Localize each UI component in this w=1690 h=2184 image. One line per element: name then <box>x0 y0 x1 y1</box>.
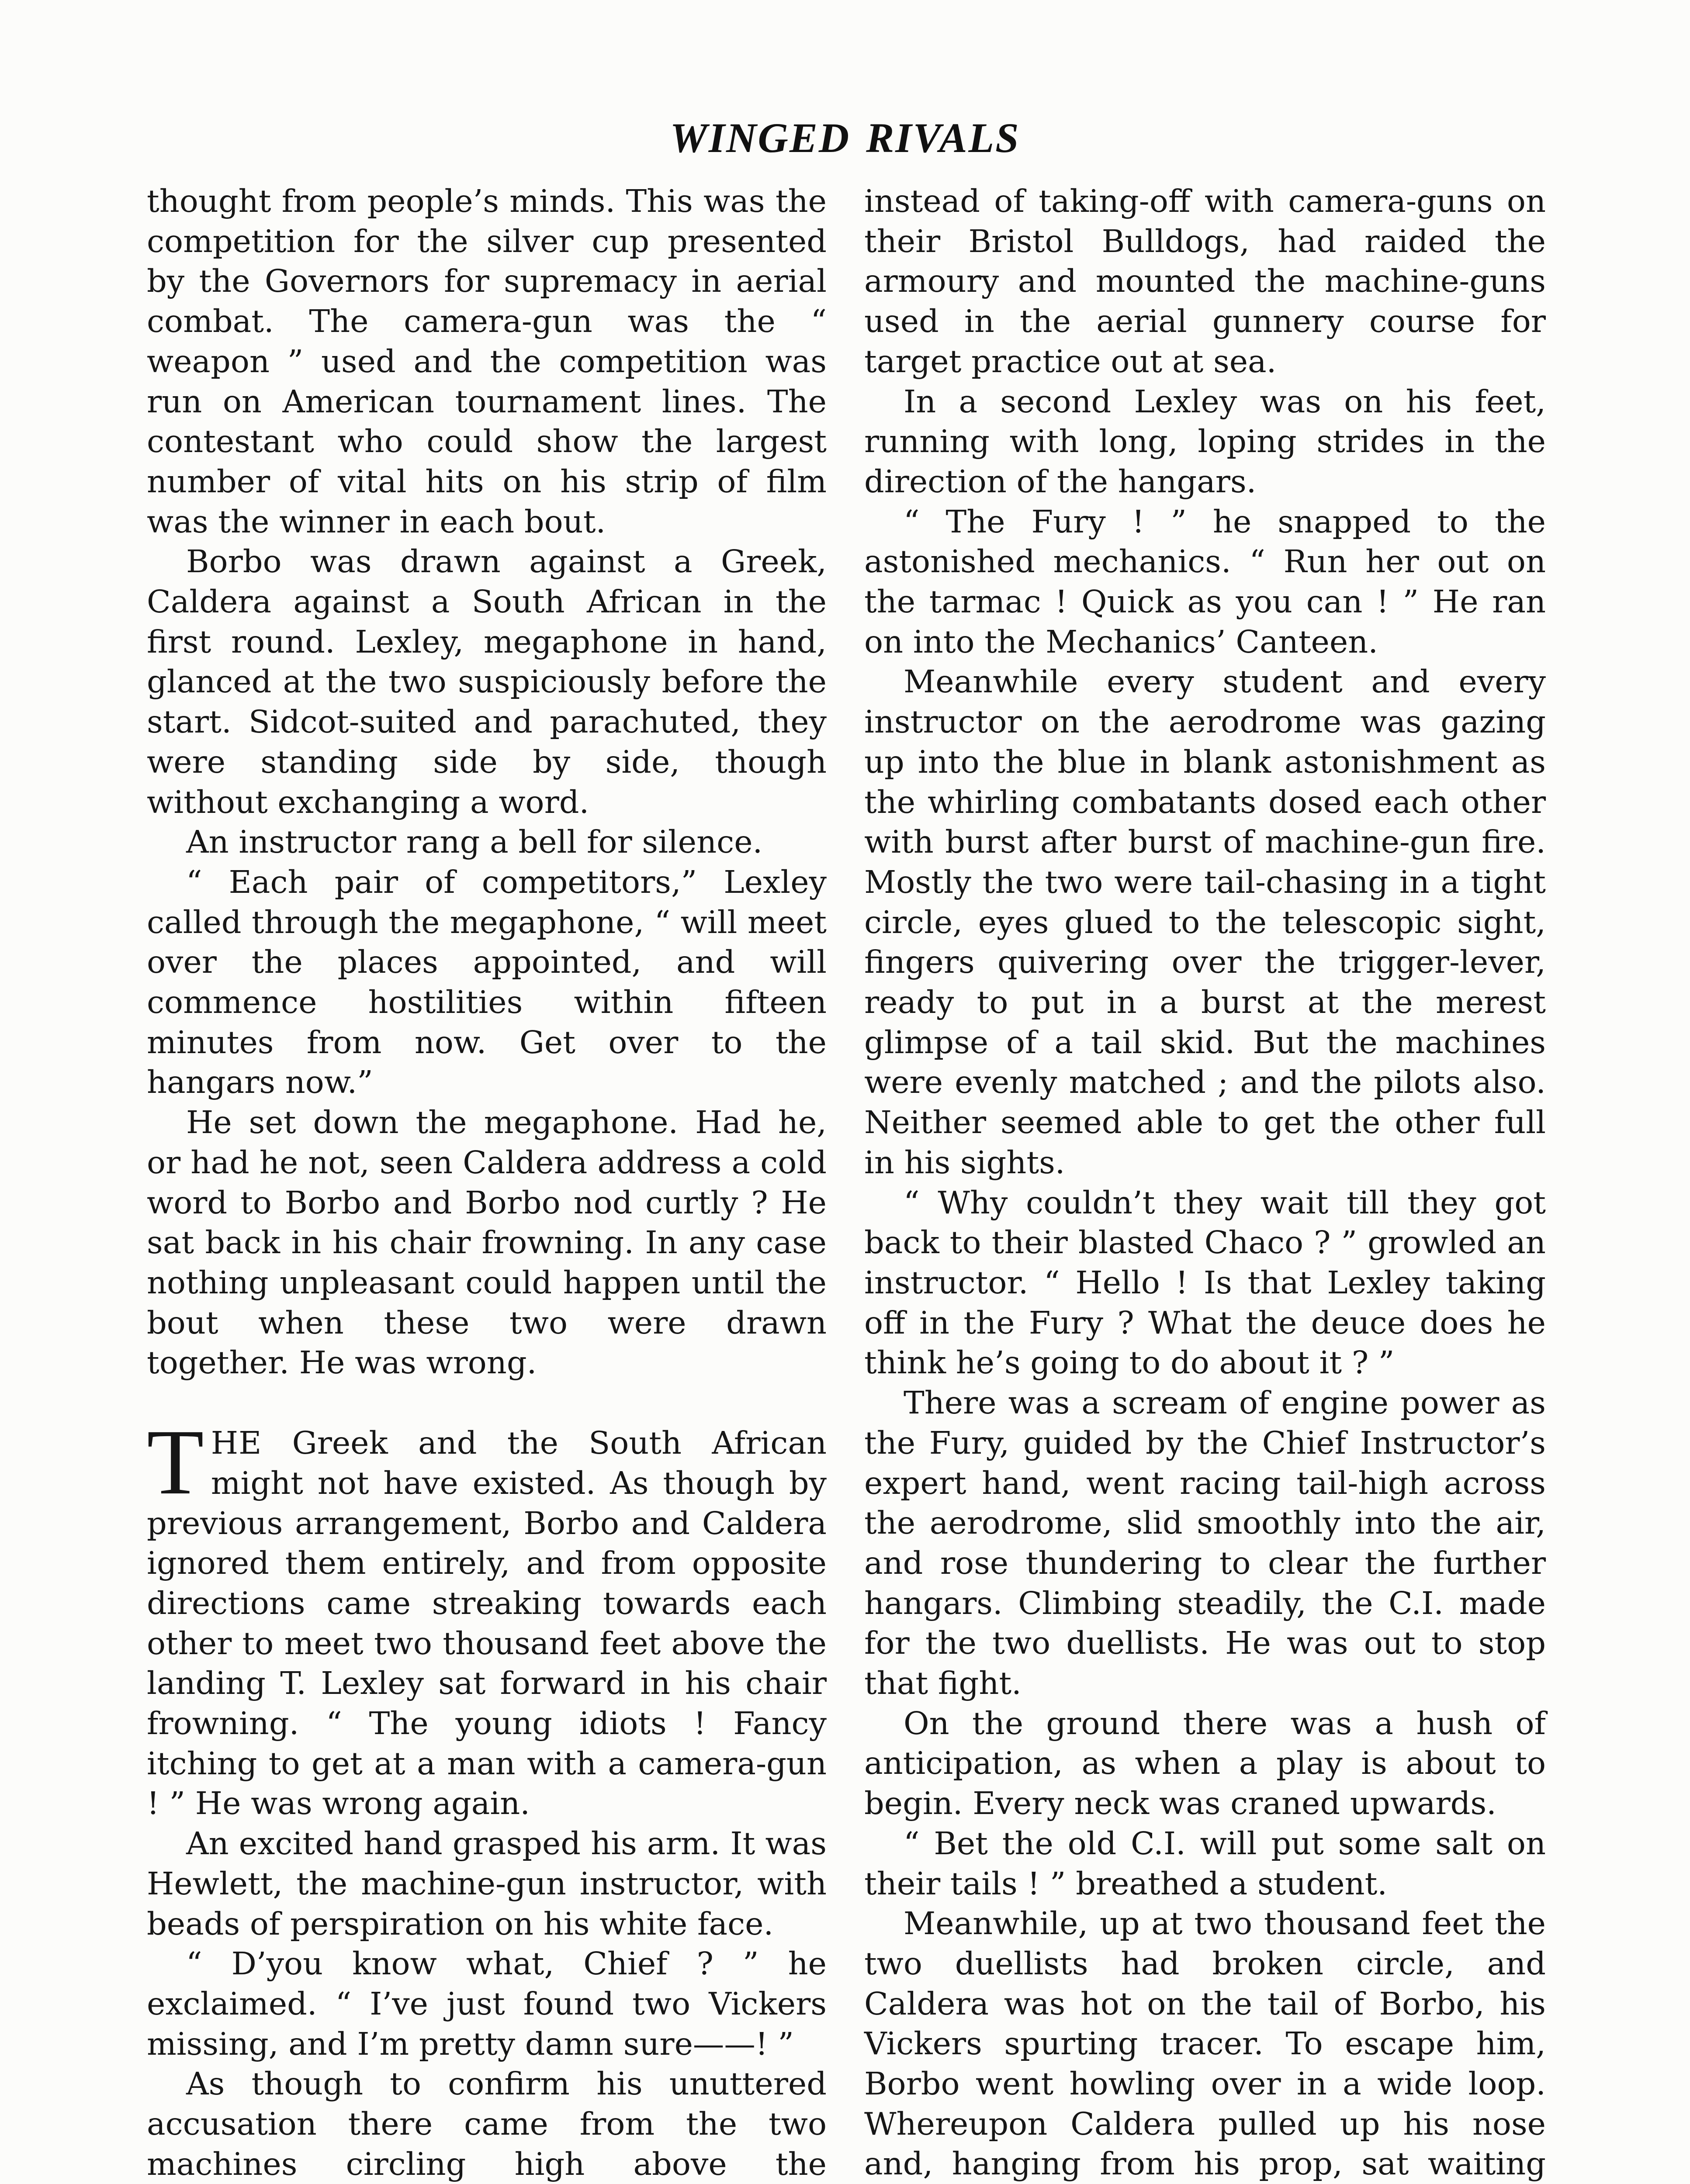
paragraph: In a second Lexley was on his feet, running with long, loping strides in the direction of the hangars. <box>864 383 1546 500</box>
paragraph: “ Each pair of competitors,” Lexley called through the megaphone, “ will meet over the places appointed, and will commence hostilities within fifteen minutes from now. Get over to the hangars now.” <box>147 864 827 1101</box>
paragraph: “ Bet the old C.I. will put some salt on their tails ! ” breathed a student. <box>864 1825 1546 1902</box>
page-title-word-1: WINGED <box>670 114 851 161</box>
dropcap-paragraph <box>147 1410 827 1824</box>
paragraph: On the ground there was a hush of anticipation, as when a play is about to begin. Every neck was craned upwards. <box>864 1705 1546 1822</box>
paragraph: He set down the megaphone. Had he, or had he not, seen Caldera address a cold word to Borbo and Borbo nod curtly ? He sat back in his chair frowning. In any case nothing unpleasant could happen until the bout when these two were drawn together. He was wrong. <box>147 1104 827 1381</box>
paragraph: An excited hand grasped his arm. It was Hewlett, the machine-gun instructor, with beads of perspiration on his white face. <box>147 1825 827 1942</box>
paragraph: Meanwhile every student and every instructor on the aerodrome was gazing up into the blue in blank astonishment as the whirling combatants dosed each other with burst after burst of machine-gun fire. Mostly the two were tail-chasing in a tight circle, eyes glued to the telescopic sight, fingers quivering over the trigger-lever, ready to put in a burst at the merest glimpse of a tail skid. But the machines were evenly matched ; and the pilots also. Neither seemed able to get the other full in his sights. <box>864 663 1546 1181</box>
paragraph: An instructor rang a bell for silence. <box>186 824 763 860</box>
paragraph: Borbo was drawn against a Greek, Caldera against a South African in the first round. Lexley, megaphone in hand, glanced at the two suspiciously before the start. Sidcot-suited and parachuted, they were standing side by side, though without exchanging a word. <box>147 543 827 820</box>
left-column <box>147 181 827 2184</box>
page-title <box>0 114 1690 161</box>
paragraph: “ Why couldn’t they wait till they got back to their blasted Chaco ? ” growled an instructor. “ Hello ! Is that Lexley taking off in the Fury ? What the deuce does he think he’s going to do about it ? ” <box>864 1184 1546 1381</box>
paragraph: There was a scream of engine power as the Fury, guided by the Chief Instructor’s expert hand, went racing tail-high across the aerodrome, slid smoothly into the air, and rose thundering to clear the further hangars. Climbing steadily, the C.I. made for the two duellists. He was out to stop that fight. <box>864 1385 1546 1702</box>
paragraph: thought from people’s minds. This was the competition for the silver cup presented by the Governors for supremacy in aerial combat. The camera-gun was the “ weapon ” used and the competition was run on American tournament lines. The contestant who could show the largest number of vital hits on his strip of film was the winner in each bout. <box>147 183 827 540</box>
small-caps-lead: HE <box>211 1425 262 1462</box>
paragraph: instead of taking-off with camera-guns on their Bristol Bulldogs, had raided the armoury and mounted the machine-guns used in the aerial gunnery course for target practice out at sea. <box>864 183 1546 380</box>
paragraph: Meanwhile, up at two thousand feet the two duellists had broken circle, and Caldera was hot on the tail of Borbo, his Vickers spurting tracer. To escape him, Borbo went howling over in a wide loop. Whereupon Caldera pulled up his nose and, hanging from his prop, sat waiting <box>864 1905 1546 2182</box>
paragraph: “ The Fury ! ” he snapped to the astonished mechanics. “ Run her out on the tarmac ! Quick as you can ! ” He ran on into the Mechanics’ Canteen. <box>864 503 1546 660</box>
section-break <box>147 1383 827 1423</box>
paragraph: As though to confirm his unuttered accusation there came from the two machines circling high above the <box>147 2066 827 2182</box>
right-column <box>864 181 1546 2184</box>
drop-cap-letter: T <box>147 1410 204 1514</box>
paragraph-text: Greek and the South African might not have existed. As though by previous arrangement, Borbo and Caldera ignored them entirely, and from opposite directions came streaking towards each other to meet two thousand feet above the landing T. Lexley sat forward in his chair frowning. “ The young idiots ! Fancy itching to get at a man with a camera-gun ! ” He was wrong again. <box>147 1425 827 1822</box>
paragraph: “ D’you know what, Chief ? ” he exclaimed. “ I’ve just found two Vickers missing, and I’m pretty damn sure——! ” <box>147 1946 827 2062</box>
page-title-word-2: RIVALS <box>866 114 1020 161</box>
